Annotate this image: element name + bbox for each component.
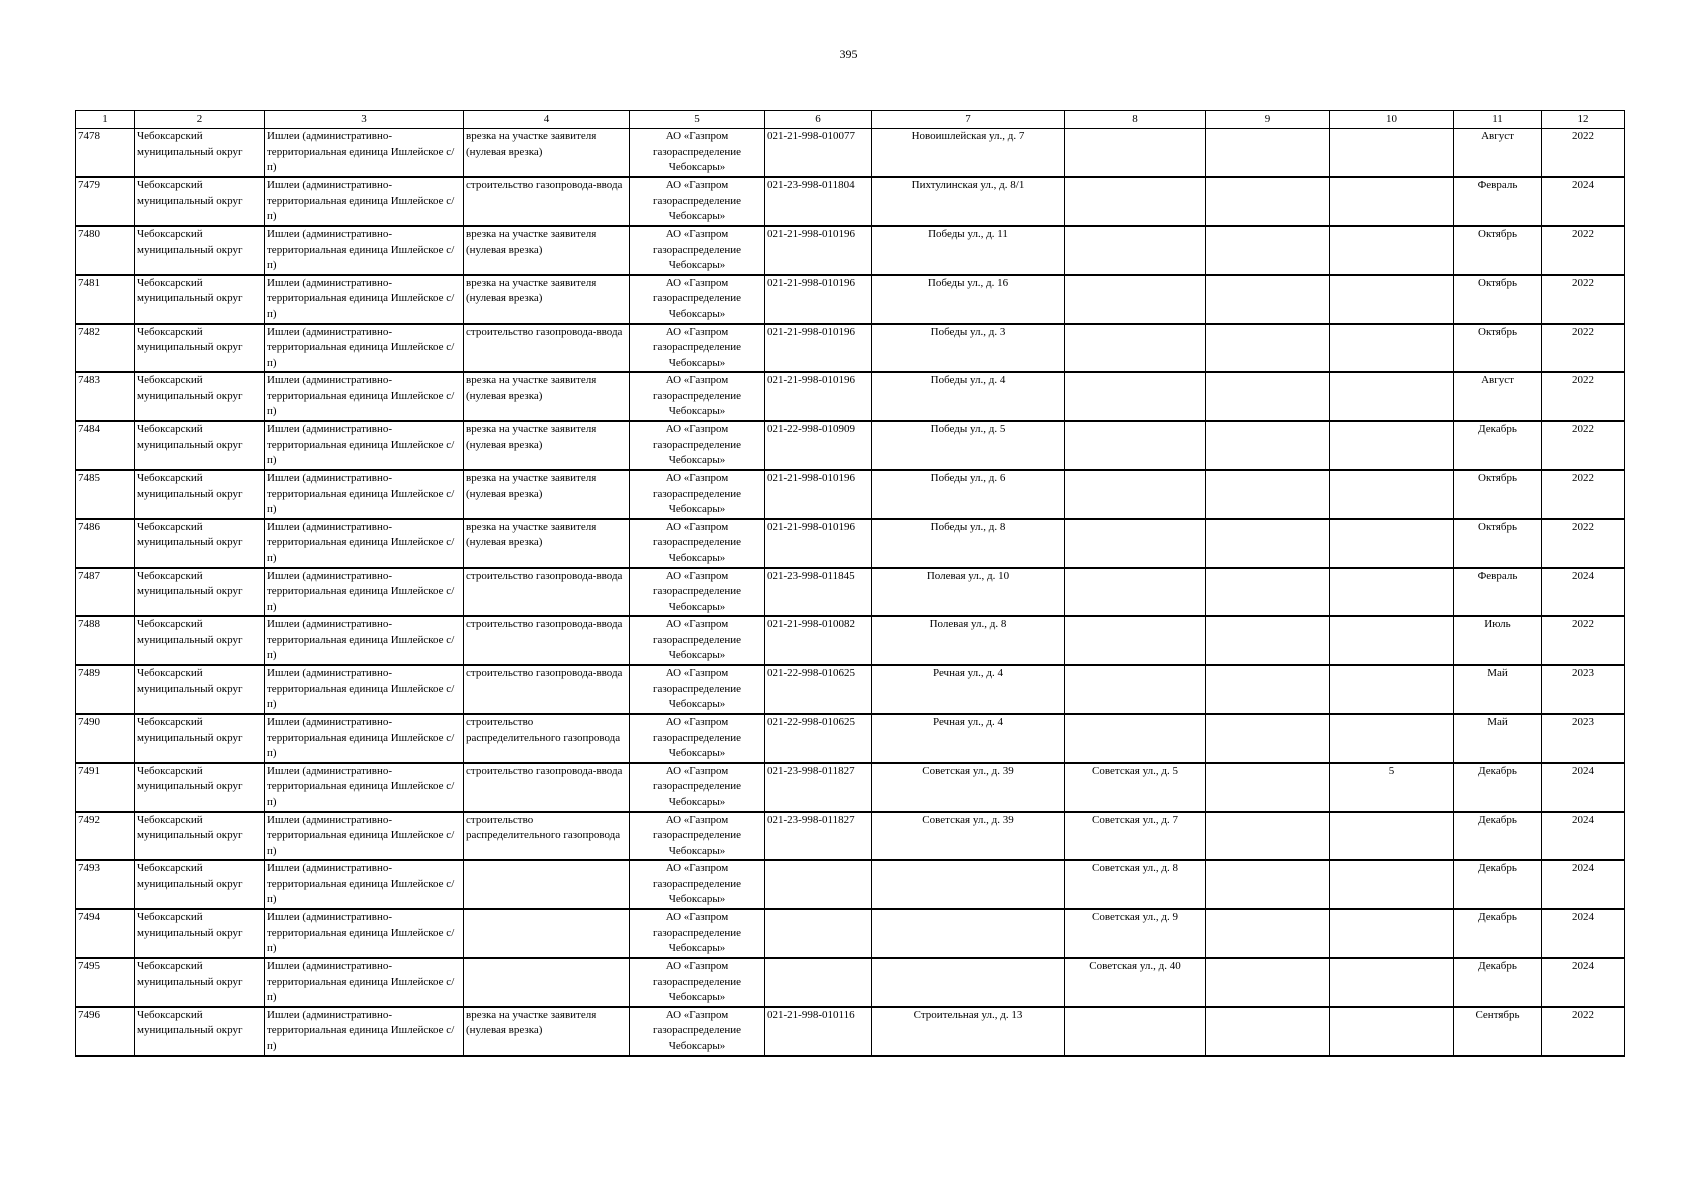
- object-code-cell: 021-23-998-011827: [765, 763, 872, 812]
- connected-address-cell: Советская ул., д. 8: [1065, 860, 1206, 909]
- object-code-cell: 021-22-998-010909: [765, 421, 872, 470]
- organization-cell: АО «Газпром газораспределение Чебоксары»: [630, 1007, 765, 1056]
- month-cell: Октябрь: [1454, 519, 1542, 568]
- address-cell: [872, 958, 1065, 1007]
- column-10-cell: [1330, 616, 1454, 665]
- address-cell: Победы ул., д. 6: [872, 470, 1065, 519]
- column-header-7: 7: [872, 111, 1065, 129]
- work-type-cell: врезка на участке заявителя (нулевая врезка): [464, 226, 630, 275]
- table-row: [76, 909, 1625, 958]
- column-9-cell: [1206, 1007, 1330, 1056]
- organization-cell: АО «Газпром газораспределение Чебоксары»: [630, 665, 765, 714]
- year-cell: 2024: [1542, 763, 1625, 812]
- column-header-6: 6: [765, 111, 872, 129]
- connected-address-cell: Советская ул., д. 5: [1065, 763, 1206, 812]
- connected-address-cell: [1065, 470, 1206, 519]
- address-cell: Победы ул., д. 8: [872, 519, 1065, 568]
- district-cell: Чебоксарский муниципальный округ: [135, 372, 265, 421]
- district-cell: Чебоксарский муниципальный округ: [135, 616, 265, 665]
- work-type-cell: строительство газопровода-ввода: [464, 324, 630, 373]
- column-header-8: 8: [1065, 111, 1206, 129]
- row-number: 7495: [76, 958, 135, 1007]
- address-cell: Советская ул., д. 39: [872, 763, 1065, 812]
- connected-address-cell: [1065, 1007, 1206, 1056]
- work-type-cell: строительство распределительного газопровода: [464, 812, 630, 861]
- column-10-cell: [1330, 812, 1454, 861]
- work-type-cell: врезка на участке заявителя (нулевая врезка): [464, 421, 630, 470]
- column-9-cell: [1206, 129, 1330, 178]
- object-code-cell: 021-21-998-010196: [765, 226, 872, 275]
- column-10-cell: [1330, 177, 1454, 226]
- address-cell: Полевая ул., д. 8: [872, 616, 1065, 665]
- year-cell: 2022: [1542, 226, 1625, 275]
- column-9-cell: [1206, 421, 1330, 470]
- address-cell: Советская ул., д. 39: [872, 812, 1065, 861]
- work-type-cell: врезка на участке заявителя (нулевая врезка): [464, 1007, 630, 1056]
- year-cell: 2022: [1542, 129, 1625, 178]
- row-number: 7478: [76, 129, 135, 178]
- column-10-cell: [1330, 1007, 1454, 1056]
- row-number: 7485: [76, 470, 135, 519]
- row-number: 7492: [76, 812, 135, 861]
- work-type-cell: строительство газопровода-ввода: [464, 616, 630, 665]
- column-10-cell: [1330, 372, 1454, 421]
- month-cell: Февраль: [1454, 568, 1542, 617]
- year-cell: 2022: [1542, 616, 1625, 665]
- organization-cell: АО «Газпром газораспределение Чебоксары»: [630, 909, 765, 958]
- settlement-cell: Ишлеи (административно-территориальная единица Ишлейское с/п): [265, 470, 464, 519]
- district-cell: Чебоксарский муниципальный округ: [135, 812, 265, 861]
- address-cell: Победы ул., д. 16: [872, 275, 1065, 324]
- month-cell: Июль: [1454, 616, 1542, 665]
- district-cell: Чебоксарский муниципальный округ: [135, 665, 265, 714]
- district-cell: Чебоксарский муниципальный округ: [135, 470, 265, 519]
- object-code-cell: 021-23-998-011827: [765, 812, 872, 861]
- month-cell: Декабрь: [1454, 860, 1542, 909]
- month-cell: Февраль: [1454, 177, 1542, 226]
- object-code-cell: 021-21-998-010196: [765, 372, 872, 421]
- column-9-cell: [1206, 909, 1330, 958]
- organization-cell: АО «Газпром газораспределение Чебоксары»: [630, 470, 765, 519]
- year-cell: 2022: [1542, 372, 1625, 421]
- connected-address-cell: Советская ул., д. 40: [1065, 958, 1206, 1007]
- column-10-cell: [1330, 714, 1454, 763]
- column-10-cell: [1330, 324, 1454, 373]
- settlement-cell: Ишлеи (административно-территориальная единица Ишлейское с/п): [265, 421, 464, 470]
- column-10-cell: [1330, 275, 1454, 324]
- year-cell: 2023: [1542, 665, 1625, 714]
- table-row: [76, 324, 1625, 373]
- organization-cell: АО «Газпром газораспределение Чебоксары»: [630, 372, 765, 421]
- header-row: [76, 111, 1625, 129]
- object-code-cell: 021-22-998-010625: [765, 665, 872, 714]
- year-cell: 2022: [1542, 275, 1625, 324]
- table-row: [76, 812, 1625, 861]
- month-cell: Декабрь: [1454, 421, 1542, 470]
- month-cell: Октябрь: [1454, 324, 1542, 373]
- work-type-cell: строительство газопровода-ввода: [464, 665, 630, 714]
- year-cell: 2024: [1542, 568, 1625, 617]
- settlement-cell: Ишлеи (административно-территориальная единица Ишлейское с/п): [265, 275, 464, 324]
- year-cell: 2023: [1542, 714, 1625, 763]
- settlement-cell: Ишлеи (административно-территориальная единица Ишлейское с/п): [265, 324, 464, 373]
- connected-address-cell: [1065, 226, 1206, 275]
- district-cell: Чебоксарский муниципальный округ: [135, 714, 265, 763]
- address-cell: [872, 909, 1065, 958]
- connected-address-cell: [1065, 372, 1206, 421]
- column-9-cell: [1206, 275, 1330, 324]
- year-cell: 2022: [1542, 519, 1625, 568]
- year-cell: 2024: [1542, 177, 1625, 226]
- connected-address-cell: Советская ул., д. 9: [1065, 909, 1206, 958]
- month-cell: Декабрь: [1454, 958, 1542, 1007]
- district-cell: Чебоксарский муниципальный округ: [135, 1007, 265, 1056]
- column-header-10: 10: [1330, 111, 1454, 129]
- table-row: [76, 1007, 1625, 1056]
- table-row: [76, 860, 1625, 909]
- column-10-cell: [1330, 129, 1454, 178]
- work-type-cell: строительство распределительного газопровода: [464, 714, 630, 763]
- settlement-cell: Ишлеи (административно-территориальная единица Ишлейское с/п): [265, 372, 464, 421]
- table-row: [76, 421, 1625, 470]
- address-cell: Победы ул., д. 11: [872, 226, 1065, 275]
- year-cell: 2024: [1542, 812, 1625, 861]
- object-code-cell: [765, 860, 872, 909]
- row-number: 7481: [76, 275, 135, 324]
- connected-address-cell: [1065, 665, 1206, 714]
- table-row: [76, 958, 1625, 1007]
- work-type-cell: строительство газопровода-ввода: [464, 763, 630, 812]
- connected-address-cell: [1065, 568, 1206, 617]
- connected-address-cell: [1065, 421, 1206, 470]
- column-10-cell: 5: [1330, 763, 1454, 812]
- column-9-cell: [1206, 665, 1330, 714]
- settlement-cell: Ишлеи (административно-территориальная единица Ишлейское с/п): [265, 519, 464, 568]
- district-cell: Чебоксарский муниципальный округ: [135, 568, 265, 617]
- settlement-cell: Ишлеи (административно-территориальная единица Ишлейское с/п): [265, 129, 464, 178]
- gasification-register-table: [75, 110, 1625, 1057]
- address-cell: Речная ул., д. 4: [872, 714, 1065, 763]
- organization-cell: АО «Газпром газораспределение Чебоксары»: [630, 568, 765, 617]
- organization-cell: АО «Газпром газораспределение Чебоксары»: [630, 324, 765, 373]
- table-row: [76, 372, 1625, 421]
- organization-cell: АО «Газпром газораспределение Чебоксары»: [630, 860, 765, 909]
- connected-address-cell: [1065, 275, 1206, 324]
- district-cell: Чебоксарский муниципальный округ: [135, 958, 265, 1007]
- object-code-cell: 021-21-998-010077: [765, 129, 872, 178]
- row-number: 7484: [76, 421, 135, 470]
- column-9-cell: [1206, 958, 1330, 1007]
- row-number: 7480: [76, 226, 135, 275]
- work-type-cell: врезка на участке заявителя (нулевая врезка): [464, 129, 630, 178]
- column-9-cell: [1206, 324, 1330, 373]
- object-code-cell: 021-23-998-011804: [765, 177, 872, 226]
- month-cell: Май: [1454, 665, 1542, 714]
- column-9-cell: [1206, 763, 1330, 812]
- district-cell: Чебоксарский муниципальный округ: [135, 226, 265, 275]
- month-cell: Декабрь: [1454, 812, 1542, 861]
- work-type-cell: врезка на участке заявителя (нулевая врезка): [464, 275, 630, 324]
- column-header-11: 11: [1454, 111, 1542, 129]
- district-cell: Чебоксарский муниципальный округ: [135, 129, 265, 178]
- column-9-cell: [1206, 714, 1330, 763]
- object-code-cell: 021-21-998-010196: [765, 519, 872, 568]
- month-cell: Август: [1454, 129, 1542, 178]
- column-9-cell: [1206, 616, 1330, 665]
- object-code-cell: 021-21-998-010196: [765, 324, 872, 373]
- settlement-cell: Ишлеи (административно-территориальная единица Ишлейское с/п): [265, 1007, 464, 1056]
- table-row: [76, 714, 1625, 763]
- table-row: [76, 519, 1625, 568]
- row-number: 7488: [76, 616, 135, 665]
- table-row: [76, 763, 1625, 812]
- settlement-cell: Ишлеи (административно-территориальная единица Ишлейское с/п): [265, 812, 464, 861]
- connected-address-cell: [1065, 616, 1206, 665]
- table-row: [76, 275, 1625, 324]
- organization-cell: АО «Газпром газораспределение Чебоксары»: [630, 616, 765, 665]
- year-cell: 2024: [1542, 860, 1625, 909]
- work-type-cell: [464, 909, 630, 958]
- object-code-cell: 021-23-998-011845: [765, 568, 872, 617]
- organization-cell: АО «Газпром газораспределение Чебоксары»: [630, 421, 765, 470]
- work-type-cell: врезка на участке заявителя (нулевая врезка): [464, 519, 630, 568]
- connected-address-cell: Советская ул., д. 7: [1065, 812, 1206, 861]
- column-header-3: 3: [265, 111, 464, 129]
- row-number: 7489: [76, 665, 135, 714]
- district-cell: Чебоксарский муниципальный округ: [135, 763, 265, 812]
- page-number: 395: [839, 47, 858, 61]
- table-row: [76, 226, 1625, 275]
- row-number: 7486: [76, 519, 135, 568]
- organization-cell: АО «Газпром газораспределение Чебоксары»: [630, 177, 765, 226]
- district-cell: Чебоксарский муниципальный округ: [135, 275, 265, 324]
- organization-cell: АО «Газпром газораспределение Чебоксары»: [630, 226, 765, 275]
- district-cell: Чебоксарский муниципальный округ: [135, 324, 265, 373]
- table-row: [76, 470, 1625, 519]
- address-cell: Пихтулинская ул., д. 8/1: [872, 177, 1065, 226]
- column-9-cell: [1206, 812, 1330, 861]
- column-9-cell: [1206, 860, 1330, 909]
- work-type-cell: врезка на участке заявителя (нулевая врезка): [464, 372, 630, 421]
- row-number: 7490: [76, 714, 135, 763]
- table-row: [76, 665, 1625, 714]
- column-10-cell: [1330, 568, 1454, 617]
- settlement-cell: Ишлеи (административно-территориальная единица Ишлейское с/п): [265, 177, 464, 226]
- work-type-cell: [464, 860, 630, 909]
- connected-address-cell: [1065, 129, 1206, 178]
- column-9-cell: [1206, 372, 1330, 421]
- month-cell: Октябрь: [1454, 470, 1542, 519]
- connected-address-cell: [1065, 519, 1206, 568]
- column-header-1: 1: [76, 111, 135, 129]
- address-cell: [872, 860, 1065, 909]
- column-10-cell: [1330, 470, 1454, 519]
- column-9-cell: [1206, 519, 1330, 568]
- object-code-cell: 021-21-998-010082: [765, 616, 872, 665]
- month-cell: Октябрь: [1454, 275, 1542, 324]
- address-cell: Победы ул., д. 5: [872, 421, 1065, 470]
- organization-cell: АО «Газпром газораспределение Чебоксары»: [630, 129, 765, 178]
- address-cell: Речная ул., д. 4: [872, 665, 1065, 714]
- year-cell: 2024: [1542, 909, 1625, 958]
- row-number: 7496: [76, 1007, 135, 1056]
- organization-cell: АО «Газпром газораспределение Чебоксары»: [630, 714, 765, 763]
- connected-address-cell: [1065, 714, 1206, 763]
- object-code-cell: 021-21-998-010196: [765, 470, 872, 519]
- column-header-4: 4: [464, 111, 630, 129]
- address-cell: Победы ул., д. 4: [872, 372, 1065, 421]
- row-number: 7482: [76, 324, 135, 373]
- settlement-cell: Ишлеи (административно-территориальная единица Ишлейское с/п): [265, 958, 464, 1007]
- table-row: [76, 616, 1625, 665]
- year-cell: 2022: [1542, 470, 1625, 519]
- connected-address-cell: [1065, 177, 1206, 226]
- column-header-2: 2: [135, 111, 265, 129]
- organization-cell: АО «Газпром газораспределение Чебоксары»: [630, 519, 765, 568]
- work-type-cell: [464, 958, 630, 1007]
- month-cell: Декабрь: [1454, 909, 1542, 958]
- year-cell: 2024: [1542, 958, 1625, 1007]
- row-number: 7483: [76, 372, 135, 421]
- district-cell: Чебоксарский муниципальный округ: [135, 909, 265, 958]
- district-cell: Чебоксарский муниципальный округ: [135, 860, 265, 909]
- organization-cell: АО «Газпром газораспределение Чебоксары»: [630, 275, 765, 324]
- district-cell: Чебоксарский муниципальный округ: [135, 421, 265, 470]
- month-cell: Сентябрь: [1454, 1007, 1542, 1056]
- column-9-cell: [1206, 470, 1330, 519]
- address-cell: Строительная ул., д. 13: [872, 1007, 1065, 1056]
- settlement-cell: Ишлеи (административно-территориальная единица Ишлейское с/п): [265, 616, 464, 665]
- column-10-cell: [1330, 226, 1454, 275]
- column-10-cell: [1330, 909, 1454, 958]
- table-header: [76, 111, 1625, 129]
- column-9-cell: [1206, 568, 1330, 617]
- settlement-cell: Ишлеи (административно-территориальная единица Ишлейское с/п): [265, 909, 464, 958]
- object-code-cell: 021-22-998-010625: [765, 714, 872, 763]
- table-row: [76, 568, 1625, 617]
- object-code-cell: [765, 958, 872, 1007]
- column-header-9: 9: [1206, 111, 1330, 129]
- year-cell: 2022: [1542, 324, 1625, 373]
- organization-cell: АО «Газпром газораспределение Чебоксары»: [630, 812, 765, 861]
- settlement-cell: Ишлеи (административно-территориальная единица Ишлейское с/п): [265, 226, 464, 275]
- table-row: [76, 177, 1625, 226]
- address-cell: Новоишлейская ул., д. 7: [872, 129, 1065, 178]
- column-10-cell: [1330, 958, 1454, 1007]
- settlement-cell: Ишлеи (административно-территориальная единица Ишлейское с/п): [265, 568, 464, 617]
- settlement-cell: Ишлеи (административно-территориальная единица Ишлейское с/п): [265, 665, 464, 714]
- table-body: [76, 129, 1625, 1056]
- column-10-cell: [1330, 860, 1454, 909]
- column-10-cell: [1330, 421, 1454, 470]
- month-cell: Декабрь: [1454, 763, 1542, 812]
- district-cell: Чебоксарский муниципальный округ: [135, 177, 265, 226]
- connected-address-cell: [1065, 324, 1206, 373]
- year-cell: 2022: [1542, 421, 1625, 470]
- row-number: 7493: [76, 860, 135, 909]
- object-code-cell: 021-21-998-010196: [765, 275, 872, 324]
- district-cell: Чебоксарский муниципальный округ: [135, 519, 265, 568]
- month-cell: Октябрь: [1454, 226, 1542, 275]
- object-code-cell: 021-21-998-010116: [765, 1007, 872, 1056]
- work-type-cell: строительство газопровода-ввода: [464, 568, 630, 617]
- organization-cell: АО «Газпром газораспределение Чебоксары»: [630, 763, 765, 812]
- settlement-cell: Ишлеи (административно-территориальная единица Ишлейское с/п): [265, 714, 464, 763]
- address-cell: Победы ул., д. 3: [872, 324, 1065, 373]
- column-10-cell: [1330, 665, 1454, 714]
- month-cell: Май: [1454, 714, 1542, 763]
- settlement-cell: Ишлеи (административно-территориальная единица Ишлейское с/п): [265, 860, 464, 909]
- row-number: 7494: [76, 909, 135, 958]
- work-type-cell: врезка на участке заявителя (нулевая врезка): [464, 470, 630, 519]
- work-type-cell: строительство газопровода-ввода: [464, 177, 630, 226]
- column-header-12: 12: [1542, 111, 1625, 129]
- settlement-cell: Ишлеи (административно-территориальная единица Ишлейское с/п): [265, 763, 464, 812]
- column-10-cell: [1330, 519, 1454, 568]
- column-header-5: 5: [630, 111, 765, 129]
- row-number: 7491: [76, 763, 135, 812]
- month-cell: Август: [1454, 372, 1542, 421]
- address-cell: Полевая ул., д. 10: [872, 568, 1065, 617]
- table-row: [76, 129, 1625, 178]
- column-9-cell: [1206, 177, 1330, 226]
- object-code-cell: [765, 909, 872, 958]
- column-9-cell: [1206, 226, 1330, 275]
- row-number: 7479: [76, 177, 135, 226]
- row-number: 7487: [76, 568, 135, 617]
- organization-cell: АО «Газпром газораспределение Чебоксары»: [630, 958, 765, 1007]
- year-cell: 2022: [1542, 1007, 1625, 1056]
